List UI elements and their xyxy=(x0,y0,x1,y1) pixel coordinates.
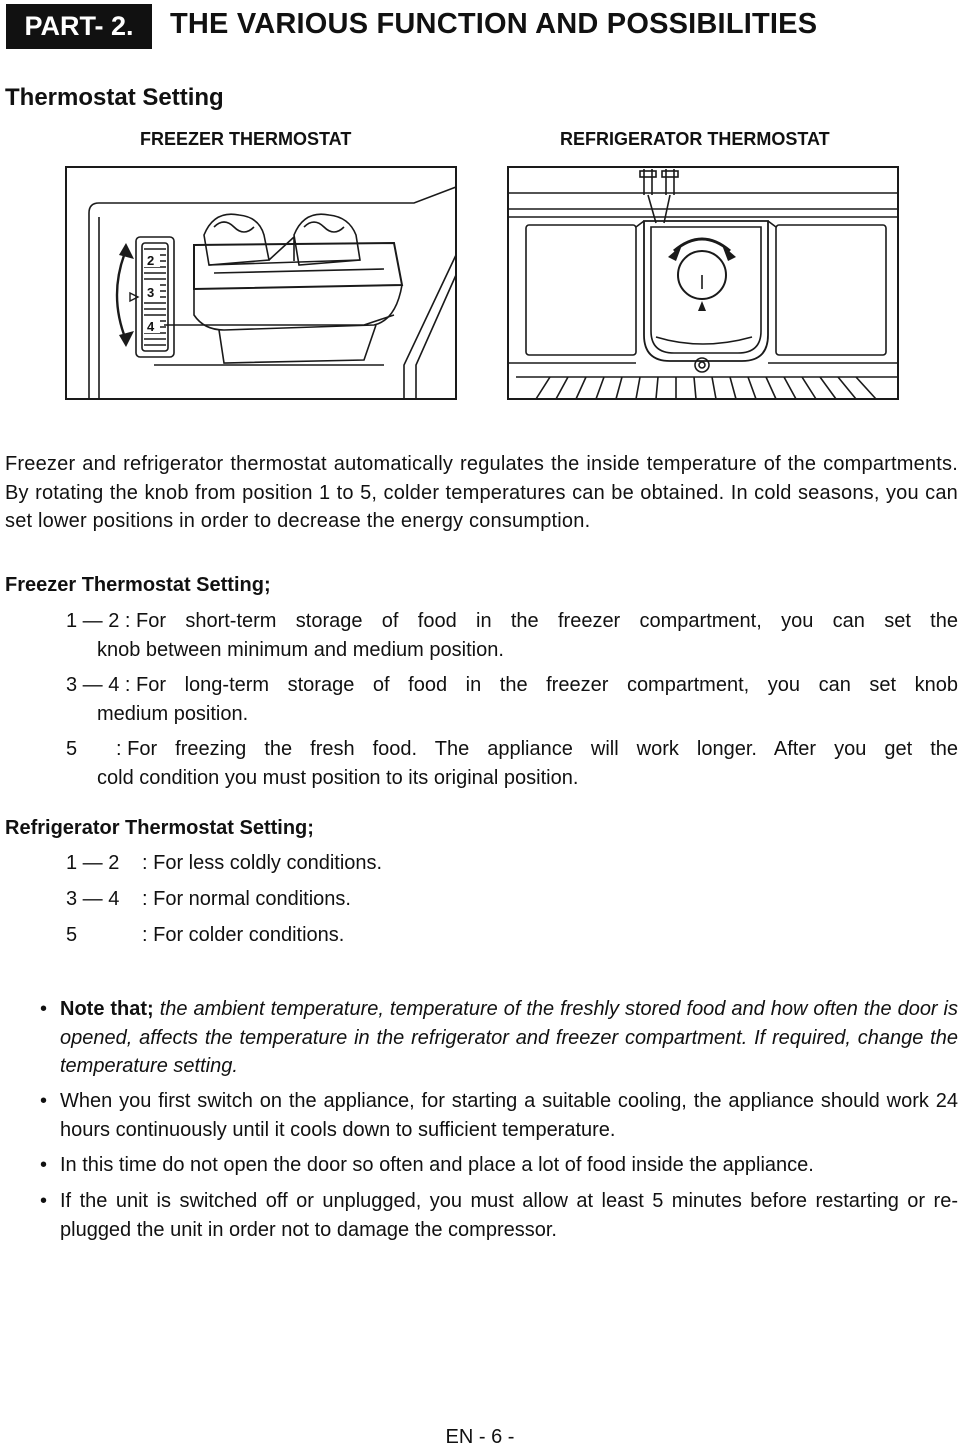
freezer-setting-heading: Freezer Thermostat Setting; xyxy=(5,574,271,596)
fridge-setting-item xyxy=(66,852,382,875)
fridge-setting-heading: Refrigerator Thermostat Setting; xyxy=(5,817,314,839)
note-text: In this time do not open the door so often and place a lot of food inside the appliance. xyxy=(60,1154,814,1176)
note-body: the ambient temperature, temperature of the freshly stored food and how often the door is opened, affects the temperature in the refrigerator and freezer compartment. If required, change the temperature setting. xyxy=(60,998,958,1077)
dial-number-3: 3 xyxy=(147,285,155,300)
dial-number-4: 4 xyxy=(147,319,155,334)
bullet-icon: • xyxy=(40,1154,48,1176)
setting-text: : For colder conditions. xyxy=(142,924,345,946)
setting-code: 3 — 4 : xyxy=(66,674,137,696)
note-text xyxy=(60,995,958,1081)
part-badge: PART- 2. xyxy=(6,4,152,49)
fridge-figure-caption: REFRIGERATOR THERMOSTAT xyxy=(560,129,830,149)
note-list-item xyxy=(40,1087,958,1144)
bullet-icon: • xyxy=(40,1190,48,1212)
dial-number-2: 2 xyxy=(147,253,155,268)
setting-code: 1 — 2 xyxy=(66,852,120,874)
setting-code: 1 — 2 : xyxy=(66,610,137,632)
setting-text-continued: medium position. xyxy=(97,702,249,725)
setting-code: 5 : xyxy=(66,738,128,760)
setting-text: For long-term storage of food in the freezer compartment, you can set knob xyxy=(136,674,958,696)
setting-text: : For normal conditions. xyxy=(142,888,351,910)
setting-text: : For less coldly conditions. xyxy=(142,852,383,874)
fridge-setting-item xyxy=(66,924,344,947)
freezer-setting-item xyxy=(66,607,958,664)
bullet-icon: • xyxy=(40,998,48,1020)
setting-text-continued: cold condition you must position to its original position. xyxy=(97,766,579,789)
freezer-setting-item xyxy=(66,671,958,728)
setting-text: For short-term storage of food in the freezer compartment, you can set the xyxy=(136,610,958,632)
freezer-figure-caption: FREEZER THERMOSTAT xyxy=(140,129,352,149)
freezer-thermostat-illustration xyxy=(64,165,458,401)
note-list-item xyxy=(40,1151,958,1180)
setting-text: For freezing the fresh food. The appliance will work longer. After you get the xyxy=(127,738,958,760)
note-list-item xyxy=(40,995,958,1081)
page-title: THE VARIOUS FUNCTION AND POSSIBILITIES xyxy=(170,8,818,40)
fridge-setting-item xyxy=(66,888,351,911)
freezer-setting-item xyxy=(66,735,958,792)
note-lead: Note that; xyxy=(60,998,154,1020)
intro-paragraph: Freezer and refrigerator thermostat automatically regulates the inside temperature of the compartments. By rotating the knob from position 1 to 5, colder temperatures can be obtained. In cold seasons, you can set lower positions in order to decrease the energy consumption. xyxy=(5,453,958,532)
note-text: If the unit is switched off or unplugged, you must allow at least 5 minutes before restarting or re-plugged the unit in order not to damage the compressor. xyxy=(60,1190,958,1241)
setting-text-continued: knob between minimum and medium position. xyxy=(97,638,504,661)
note-list-item xyxy=(40,1187,958,1244)
note-text: When you first switch on the appliance, for starting a suitable cooling, the appliance should work 24 hours continuously until it cools down to sufficient temperature. xyxy=(60,1090,958,1141)
bullet-icon: • xyxy=(40,1090,48,1112)
setting-code: 3 — 4 xyxy=(66,888,120,910)
page-number: EN - 6 - xyxy=(445,1426,515,1448)
fridge-thermostat-illustration xyxy=(506,165,900,401)
setting-code: 5 xyxy=(66,924,78,946)
section-title: Thermostat Setting xyxy=(5,84,224,111)
